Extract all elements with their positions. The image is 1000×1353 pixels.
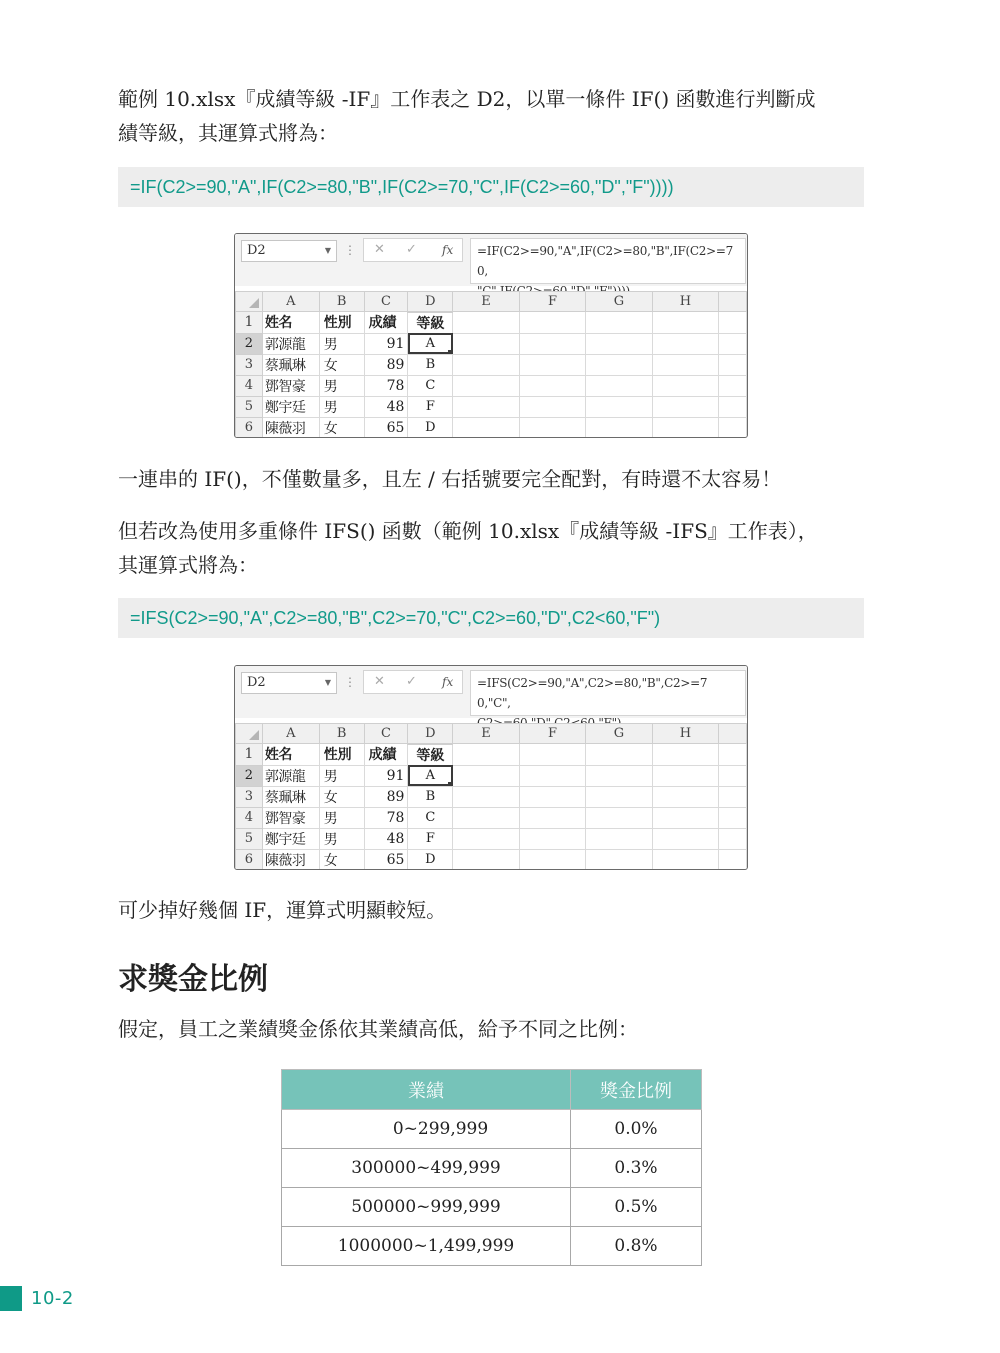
cell-gender[interactable]: 男 bbox=[319, 828, 364, 849]
cell[interactable] bbox=[652, 333, 718, 354]
row-header[interactable]: 4 bbox=[236, 375, 263, 396]
cell-name[interactable]: 蔡珮琳 bbox=[262, 786, 319, 807]
cell[interactable] bbox=[719, 396, 747, 417]
table-row bbox=[236, 354, 747, 375]
cell[interactable] bbox=[719, 333, 747, 354]
cell[interactable] bbox=[586, 786, 652, 807]
cell-grade[interactable]: C bbox=[408, 807, 453, 828]
cell[interactable] bbox=[586, 333, 652, 354]
select-all-corner[interactable] bbox=[236, 724, 263, 744]
fx-icon[interactable]: fx bbox=[442, 675, 454, 689]
check-icon[interactable]: ✓ bbox=[406, 242, 417, 257]
row-header[interactable]: 1 bbox=[236, 744, 263, 766]
col-header-d[interactable]: D bbox=[408, 292, 453, 312]
cell[interactable] bbox=[652, 786, 718, 807]
cell[interactable] bbox=[719, 744, 747, 766]
cell-gender[interactable]: 女 bbox=[319, 786, 364, 807]
cell-grade[interactable]: F bbox=[408, 396, 453, 417]
ifs-intro-line-2: 其運算式將為： bbox=[118, 553, 258, 577]
cell[interactable] bbox=[652, 828, 718, 849]
check-icon[interactable]: ✓ bbox=[406, 674, 417, 689]
bonus-rate: 0.8% bbox=[571, 1227, 702, 1266]
chevron-down-icon[interactable]: ▼ bbox=[324, 246, 331, 255]
column-header-row bbox=[236, 292, 747, 312]
cell[interactable] bbox=[719, 828, 747, 849]
ifs-intro-paragraph bbox=[118, 514, 868, 582]
table-row bbox=[236, 375, 747, 396]
cell[interactable] bbox=[453, 333, 519, 354]
sales-range: 300000~499,999 bbox=[282, 1149, 571, 1188]
cell-score[interactable]: 48 bbox=[364, 828, 408, 849]
cell[interactable] bbox=[519, 849, 585, 870]
col-header-c[interactable]: C bbox=[364, 724, 408, 744]
cell[interactable] bbox=[652, 849, 718, 870]
cell[interactable] bbox=[453, 807, 519, 828]
spreadsheet-grid bbox=[235, 723, 747, 870]
cell-gender[interactable]: 男 bbox=[319, 807, 364, 828]
bonus-rate: 0.5% bbox=[571, 1188, 702, 1227]
cell-name[interactable]: 陳薇羽 bbox=[262, 417, 319, 438]
cell[interactable] bbox=[519, 417, 585, 438]
cell[interactable] bbox=[519, 312, 585, 334]
bonus-rate: 0.3% bbox=[571, 1149, 702, 1188]
table-row bbox=[236, 312, 747, 334]
sales-range: 1000000~1,499,999 bbox=[282, 1227, 571, 1266]
table-row bbox=[282, 1188, 702, 1227]
cell[interactable] bbox=[652, 375, 718, 396]
cell-name[interactable]: 鄭宇廷 bbox=[262, 828, 319, 849]
table-row bbox=[236, 786, 747, 807]
row-header[interactable]: 2 bbox=[236, 765, 263, 786]
col-header-extra bbox=[719, 292, 747, 312]
table-row bbox=[236, 849, 747, 870]
cell-gender[interactable]: 男 bbox=[319, 333, 364, 354]
cell-grade[interactable]: C bbox=[408, 375, 453, 396]
cell-grade-active[interactable]: A bbox=[408, 765, 453, 786]
cell[interactable] bbox=[453, 786, 519, 807]
cell[interactable] bbox=[453, 828, 519, 849]
cancel-icon[interactable]: ✕ bbox=[374, 242, 385, 257]
cell-gender[interactable]: 女 bbox=[319, 354, 364, 375]
table-row bbox=[236, 417, 747, 438]
cell[interactable] bbox=[586, 375, 652, 396]
cell-score[interactable]: 89 bbox=[364, 354, 408, 375]
cell[interactable] bbox=[519, 765, 585, 786]
cell-gender[interactable]: 男 bbox=[319, 765, 364, 786]
cell-name[interactable]: 蔡珮琳 bbox=[262, 354, 319, 375]
cell-gender[interactable]: 男 bbox=[319, 396, 364, 417]
cell-grade[interactable]: D bbox=[408, 417, 453, 438]
table-row bbox=[236, 765, 747, 786]
name-box[interactable] bbox=[241, 240, 337, 262]
cell-grade[interactable]: F bbox=[408, 828, 453, 849]
cell-score[interactable]: 91 bbox=[364, 765, 408, 786]
col-header-d[interactable]: D bbox=[408, 724, 453, 744]
more-icon: ⋮ bbox=[344, 243, 356, 257]
header-rate: 獎金比例 bbox=[571, 1070, 702, 1110]
cell-gender[interactable]: 女 bbox=[319, 417, 364, 438]
cell-c1[interactable]: 成績 bbox=[364, 312, 408, 334]
row-header[interactable]: 6 bbox=[236, 417, 263, 438]
cell-gender[interactable]: 女 bbox=[319, 849, 364, 870]
row-header[interactable]: 5 bbox=[236, 396, 263, 417]
cell-name[interactable]: 鄧智豪 bbox=[262, 375, 319, 396]
cell[interactable] bbox=[719, 765, 747, 786]
formula-input[interactable] bbox=[470, 670, 746, 716]
intro-line-2: 績等級，其運算式將為： bbox=[118, 121, 338, 145]
cell[interactable] bbox=[586, 744, 652, 766]
cell[interactable] bbox=[453, 417, 519, 438]
cell-name[interactable]: 郭源龍 bbox=[262, 765, 319, 786]
cell[interactable] bbox=[519, 786, 585, 807]
chevron-down-icon[interactable]: ▼ bbox=[324, 678, 331, 687]
row-header[interactable]: 3 bbox=[236, 354, 263, 375]
cell-b1[interactable]: 性別 bbox=[319, 744, 364, 766]
fx-icon[interactable]: fx bbox=[442, 243, 454, 257]
cell[interactable] bbox=[586, 765, 652, 786]
cell-score[interactable]: 65 bbox=[364, 849, 408, 870]
table-row bbox=[282, 1149, 702, 1188]
intro-line-1: 範例 10.xlsx『成績等級 -IF』工作表之 D2，以單一條件 IF() 函數進行判斷成 bbox=[118, 87, 816, 111]
if-formula-code: =IF(C2>=90,"A",IF(C2>=80,"B",IF(C2>=70,"C",IF(C2>=60,"D","F")))) bbox=[118, 167, 864, 207]
col-header-b[interactable]: B bbox=[319, 724, 364, 744]
cell-score[interactable]: 89 bbox=[364, 786, 408, 807]
row-header[interactable]: 4 bbox=[236, 807, 263, 828]
cell-score[interactable]: 65 bbox=[364, 417, 408, 438]
cell[interactable] bbox=[719, 786, 747, 807]
bonus-intro-paragraph: 假定，員工之業績獎金係依其業績高低，給予不同之比例： bbox=[118, 1017, 638, 1041]
cell[interactable] bbox=[719, 354, 747, 375]
col-header-extra bbox=[719, 724, 747, 744]
cell-c1[interactable]: 成績 bbox=[364, 744, 408, 766]
bonus-rate-table bbox=[281, 1069, 702, 1266]
formula-line-1: =IFS(C2>=90,"A",C2>=80,"B",C2>=70,"C", bbox=[477, 676, 708, 710]
cell[interactable] bbox=[652, 354, 718, 375]
spreadsheet-grid bbox=[235, 291, 747, 438]
cell[interactable] bbox=[719, 375, 747, 396]
cell[interactable] bbox=[652, 807, 718, 828]
row-header[interactable]: 1 bbox=[236, 312, 263, 334]
cell[interactable] bbox=[519, 807, 585, 828]
col-header-g[interactable]: G bbox=[586, 292, 652, 312]
col-header-c[interactable]: C bbox=[364, 292, 408, 312]
cell-name[interactable]: 陳薇羽 bbox=[262, 849, 319, 870]
col-header-g[interactable]: G bbox=[586, 724, 652, 744]
sales-range: 0~299,999 bbox=[282, 1110, 571, 1149]
cell[interactable] bbox=[453, 354, 519, 375]
row-header[interactable]: 6 bbox=[236, 849, 263, 870]
cancel-icon[interactable]: ✕ bbox=[374, 674, 385, 689]
cell[interactable] bbox=[586, 849, 652, 870]
row-header[interactable]: 3 bbox=[236, 786, 263, 807]
excel-screenshot-ifs bbox=[234, 665, 748, 870]
col-header-f[interactable]: F bbox=[519, 724, 585, 744]
cell[interactable] bbox=[586, 312, 652, 334]
cell[interactable] bbox=[719, 312, 747, 334]
table-row bbox=[282, 1227, 702, 1266]
col-header-a[interactable]: A bbox=[262, 724, 319, 744]
ifs-intro-line-1: 但若改為使用多重條件 IFS() 函數（範例 10.xlsx『成績等級 -IFS』工作表）， bbox=[118, 519, 818, 543]
cell[interactable] bbox=[586, 807, 652, 828]
table-header-row bbox=[282, 1070, 702, 1110]
page-number: 10-2 bbox=[31, 1288, 74, 1309]
cell[interactable] bbox=[453, 849, 519, 870]
cell-score[interactable]: 91 bbox=[364, 333, 408, 354]
col-header-h[interactable]: H bbox=[652, 292, 718, 312]
header-sales: 業績 bbox=[282, 1070, 571, 1110]
cell-a1[interactable]: 姓名 bbox=[262, 744, 319, 766]
table-row bbox=[236, 396, 747, 417]
select-all-corner[interactable] bbox=[236, 292, 263, 312]
cell[interactable] bbox=[453, 396, 519, 417]
cell[interactable] bbox=[453, 744, 519, 766]
formula-bar bbox=[235, 666, 747, 718]
cell-name[interactable]: 郭源龍 bbox=[262, 333, 319, 354]
table-row bbox=[236, 333, 747, 354]
cell[interactable] bbox=[586, 354, 652, 375]
cell-score[interactable]: 78 bbox=[364, 807, 408, 828]
cell[interactable] bbox=[519, 375, 585, 396]
cell[interactable] bbox=[652, 312, 718, 334]
cell[interactable] bbox=[652, 765, 718, 786]
col-header-b[interactable]: B bbox=[319, 292, 364, 312]
formula-input[interactable] bbox=[470, 238, 746, 284]
formula-buttons bbox=[363, 670, 463, 694]
cell[interactable] bbox=[719, 807, 747, 828]
cell[interactable] bbox=[519, 333, 585, 354]
cell[interactable] bbox=[453, 765, 519, 786]
col-header-e[interactable]: E bbox=[453, 724, 519, 744]
cell[interactable] bbox=[652, 396, 718, 417]
formula-buttons bbox=[363, 238, 463, 262]
table-row bbox=[236, 744, 747, 766]
table-row bbox=[236, 828, 747, 849]
column-header-row bbox=[236, 724, 747, 744]
cell-b1[interactable]: 性別 bbox=[319, 312, 364, 334]
cell-grade[interactable]: B bbox=[408, 786, 453, 807]
cell[interactable] bbox=[586, 828, 652, 849]
cell[interactable] bbox=[586, 417, 652, 438]
col-header-h[interactable]: H bbox=[652, 724, 718, 744]
section-heading: 求獎金比例 bbox=[118, 962, 268, 997]
cell[interactable] bbox=[453, 312, 519, 334]
cell-grade[interactable]: B bbox=[408, 354, 453, 375]
cell-score[interactable]: 78 bbox=[364, 375, 408, 396]
cell[interactable] bbox=[519, 396, 585, 417]
table-row bbox=[236, 807, 747, 828]
cell-grade[interactable]: D bbox=[408, 849, 453, 870]
cell[interactable] bbox=[652, 417, 718, 438]
formula-line-1: =IF(C2>=90,"A",IF(C2>=80,"B",IF(C2>=70, bbox=[477, 244, 733, 278]
name-box-value: D2 bbox=[247, 675, 266, 690]
cell[interactable] bbox=[519, 744, 585, 766]
intro-paragraph bbox=[118, 82, 868, 150]
cell-a1[interactable]: 姓名 bbox=[262, 312, 319, 334]
cell-gender[interactable]: 男 bbox=[319, 375, 364, 396]
ifs-summary-paragraph: 可少掉好幾個 IF，運算式明顯較短。 bbox=[118, 898, 447, 922]
row-header[interactable]: 5 bbox=[236, 828, 263, 849]
ifs-formula-code: =IFS(C2>=90,"A",C2>=80,"B",C2>=70,"C",C2>=60,"D",C2<60,"F") bbox=[118, 598, 864, 638]
cell-name[interactable]: 鄭宇廷 bbox=[262, 396, 319, 417]
cell-score[interactable]: 48 bbox=[364, 396, 408, 417]
cell[interactable] bbox=[519, 828, 585, 849]
cell[interactable] bbox=[586, 396, 652, 417]
if-note-paragraph: 一連串的 IF()，不僅數量多，且左 / 右括號要完全配對，有時還不太容易！ bbox=[118, 467, 782, 491]
bonus-rate: 0.0% bbox=[571, 1110, 702, 1149]
name-box[interactable] bbox=[241, 672, 337, 694]
name-box-value: D2 bbox=[247, 243, 266, 258]
table-row bbox=[282, 1110, 702, 1149]
cell[interactable] bbox=[519, 354, 585, 375]
more-icon: ⋮ bbox=[344, 675, 356, 689]
cell[interactable] bbox=[719, 849, 747, 870]
col-header-a[interactable]: A bbox=[262, 292, 319, 312]
col-header-e[interactable]: E bbox=[453, 292, 519, 312]
cell[interactable] bbox=[719, 417, 747, 438]
col-header-f[interactable]: F bbox=[519, 292, 585, 312]
cell[interactable] bbox=[652, 744, 718, 766]
cell[interactable] bbox=[453, 375, 519, 396]
cell-grade-active[interactable]: A bbox=[408, 333, 453, 354]
formula-bar bbox=[235, 234, 747, 286]
cell-d1[interactable]: 等級 bbox=[408, 744, 453, 766]
row-header[interactable]: 2 bbox=[236, 333, 263, 354]
cell-d1[interactable]: 等級 bbox=[408, 312, 453, 334]
sales-range: 500000~999,999 bbox=[282, 1188, 571, 1227]
cell-name[interactable]: 鄧智豪 bbox=[262, 807, 319, 828]
page-number-marker bbox=[0, 1286, 22, 1311]
excel-screenshot-if bbox=[234, 233, 748, 438]
